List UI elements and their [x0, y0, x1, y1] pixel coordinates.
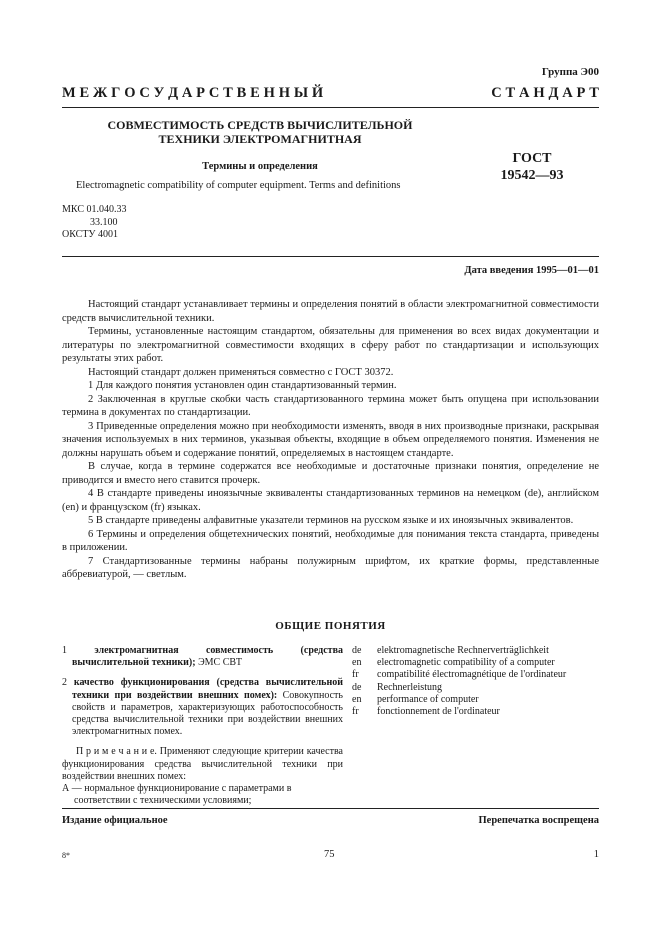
paragraph: 4 В стандарте приведены иноязычные эквиваленты стандартизованных терминов на немецком (de), английском (en) и французском (fr) языках.	[62, 488, 599, 513]
intro-body	[62, 298, 599, 582]
paragraph: 2 Заключенная в круглые скобки часть стандартизованного термина может быть опущена при использовании термина в документах по стандартизации.	[62, 393, 599, 418]
term-1-number: 1	[62, 645, 67, 656]
paragraph: Настоящий стандарт устанавливает термины и определения понятий в области электромагнитной совместимости средств вычислительной техники.	[62, 299, 599, 324]
term-1-short: ЭМС СВТ	[198, 657, 243, 669]
term-1-name: электромагнитная совместимость (средства вычислительной техники);	[72, 645, 343, 669]
footer-rule	[62, 808, 599, 809]
header-rule	[62, 107, 599, 108]
sheet-number: 1	[593, 849, 599, 860]
paragraph: 7 Стандартизованные термины набраны полужирным шрифтом, их краткие формы, представленные аббревиатурой, — светлым.	[62, 555, 599, 580]
interstate-standard-banner	[62, 85, 599, 102]
signature-mark: 8*	[62, 851, 70, 860]
date-rule	[62, 256, 599, 257]
paragraph: 6 Термины и определения общетехнических понятий, необходимые для понимания текста стандарта, приведены в приложении.	[62, 528, 599, 553]
foreign-equivalent: Rechnerleistung	[377, 681, 442, 693]
language-codes-column	[352, 645, 361, 718]
lang-code: en	[352, 693, 362, 705]
paragraph: В случае, когда в термине содержатся все необходимые и достаточные признаки понятия, определение не приводится и вместо него ставится прочерк.	[62, 461, 599, 486]
english-title: Electromagnetic compatibility of computer equipment. Terms and definitions	[76, 180, 401, 191]
lang-code: fr	[352, 705, 359, 717]
term-1	[62, 645, 343, 669]
paragraph: Термины, установленные настоящим стандартом, обязательны для применения во всех видах документации и литературы по электромагнитной совместимости входящих в сферу работ по стандартизации и использующих результаты этих работ.	[62, 326, 599, 364]
introduction-date: Дата введения 1995—01—01	[464, 265, 599, 276]
term-2-number: 2	[62, 677, 67, 689]
classification-codes	[62, 204, 126, 242]
foreign-equivalents-column	[377, 645, 566, 718]
banner-right: С Т А Н Д А Р Т	[491, 85, 599, 101]
lang-code: fr	[352, 669, 359, 681]
gost-label: ГОСТ	[512, 151, 552, 166]
page-number: 75	[324, 849, 335, 860]
foreign-equivalent: elektromagnetische Rechnerverträglichkeit	[377, 645, 549, 656]
banner-left: М Е Ж Г О С У Д А Р С Т В Е Н Н Ы Й	[62, 85, 324, 101]
okstu-code: ОКСТУ 4001	[62, 229, 119, 240]
foreign-equivalent: fonctionnement de l'ordinateur	[377, 705, 500, 717]
criterion-a: А — нормальное функционирование с параметрами в соответствии с техническими условиями;	[62, 783, 292, 807]
title-line-2: ТЕХНИКИ ЭЛЕКТРОМАГНИТНАЯ	[158, 132, 362, 146]
lang-code: en	[352, 657, 362, 669]
paragraph: Настоящий стандарт должен применяться совместно с ГОСТ 30372.	[88, 366, 394, 378]
term-2-definition: Совокупность свойств и параметров, характеризующих работоспособность средства вычислительной техники при воздействии внешних электромагнитных помех.	[72, 689, 343, 738]
document-title	[90, 118, 430, 146]
gost-designation	[490, 150, 574, 184]
mks-code-2: 33.100	[90, 216, 118, 228]
term-2	[62, 677, 343, 738]
term-2-name: качество функционирования (средства вычислительной техники при воздействии внешних помех):	[72, 677, 343, 701]
term-2-note	[62, 746, 343, 783]
reprint-prohibited: Перепечатка воспрещена	[478, 815, 599, 826]
title-line-1: СОВМЕСТИМОСТЬ СРЕДСТВ ВЫЧИСЛИТЕЛЬНОЙ	[107, 118, 413, 132]
foreign-equivalent: performance of computer	[377, 693, 479, 705]
paragraph: 5 В стандарте приведены алфавитные указатели терминов на русском языке и их иноязычных эквивалентов.	[88, 515, 574, 526]
gost-number: 19542—93	[500, 168, 564, 183]
mks-code: МКС 01.040.33	[62, 204, 127, 215]
terms-column	[62, 645, 343, 807]
paragraph: 3 Приведенные определения можно при необходимости изменять, вводя в них производные признаки, раскрывая значения используемых в них терминов, указывая объекты, входящие в объем определяемого понятия. Изменения не должны нарушать объем и содержание понятий, определяемых в настоящем стандарте.	[62, 420, 599, 459]
lang-code: de	[352, 681, 362, 693]
foreign-equivalent: electromagnetic compatibility of a computer	[377, 657, 555, 669]
paragraph: 1 Для каждого понятия установлен один стандартизованный термин.	[88, 380, 397, 391]
note-label: П р и м е ч а н и е.	[76, 746, 157, 758]
lang-code: de	[352, 645, 362, 656]
document-subtitle: Термины и определения	[202, 161, 318, 172]
section-heading: ОБЩИЕ ПОНЯТИЯ	[275, 620, 386, 632]
foreign-equivalent: compatibilité électromagnétique de l'ordinateur	[377, 669, 567, 681]
official-edition: Издание официальное	[62, 815, 168, 826]
note-text: Применяют следующие критерии качества функционирования средства вычислительной техники при воздействии внешних помех:	[62, 746, 344, 782]
group-code: Группа Э00	[541, 66, 599, 78]
